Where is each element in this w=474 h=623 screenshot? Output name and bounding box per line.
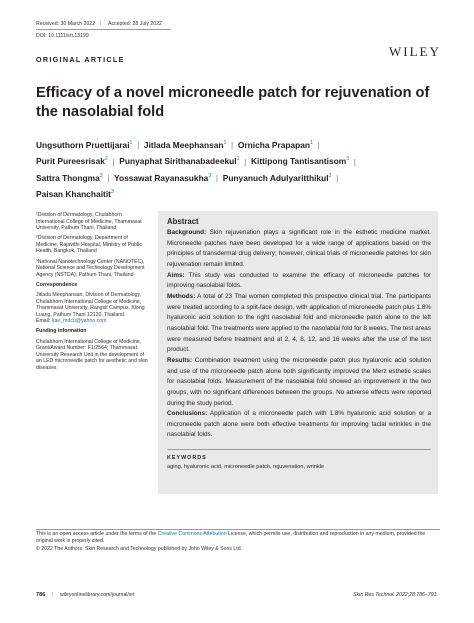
header-rule: [36, 29, 171, 30]
author[interactable]: Yossawat Rayanasukha$^3$: [114, 172, 212, 183]
author[interactable]: Sattra Thongma$^3$: [36, 172, 103, 183]
author-list: Ungsuthorn Pruettijarai$^1$ | Jitlada Meephansan$^1$ | Ornicha Prapapan$^1$ | Purit Pureesrisak$^2$ | Punyaphat Sirithanabadeekul$^1$ | Kittipong Tantisantisom$^3$ | Sattra Thongma$^3$ | Yossawat Rayanasukha$^3$ | Punyanuch Adulyaritthikul$^3$ | Paisan Khanchaitit$^3$: [36, 139, 356, 200]
author[interactable]: Ornicha Prapapan$^1$: [237, 139, 313, 150]
article-title: Efficacy of a novel microneedle patch for rejuvenation of the nasolabial fold: [36, 85, 430, 120]
wiley-logo: WILEY: [389, 44, 441, 59]
abstract-box: [158, 211, 438, 494]
author[interactable]: Paisan Khanchaitit$^3$: [36, 189, 114, 200]
correspondence-heading: Correspondence: [36, 281, 78, 288]
correspondence-text: Jitlada Meephansan, Division of Dermatology, Chulabhorn International College of Medicine, Thammasat University, Rangsit Campus, Klong Luang, Pathum Thani 12120, Thailand. Email: kae_mdcu@yahoo.com: [36, 291, 145, 325]
license-rule: [36, 529, 440, 530]
affiliations-column: [36, 212, 148, 375]
keywords-list: aging, hyaluronic acid, microneedle patch, rejuvenation, wrinkle: [167, 464, 325, 471]
abstract-results: Results: Combination treatment using the microneedle patch plus hyaluronic acid solution and use of the microneedle patch alone both significantly improved the Merz esthetic scales for nasolabial folds. Measurement of the nasolabial fold showed an improvement in the two groups, with no significant differences between the groups. No adverse effects were reported during the study period.: [167, 356, 431, 407]
email-link[interactable]: kae_mdcu@yahoo.com: [51, 318, 107, 325]
page-number: 786: [36, 592, 46, 598]
doi: DOI: 10.1111/srt.13199: [36, 33, 89, 39]
author[interactable]: Jitlada Meephansan$^1$: [143, 139, 227, 150]
funding-heading: Funding information: [36, 328, 87, 335]
article-type: ORIGINAL ARTICLE: [36, 55, 125, 64]
journal-url-link[interactable]: wileyonlinelibrary.com/journal/srt: [60, 592, 135, 598]
affiliation: ³National Nanotechnology Center (NANOTEC), National Science and Technology Development Agency (NSTDA), Pathum Thani, Thailand: [36, 258, 145, 278]
author[interactable]: Punyanuch Adulyaritthikul$^3$: [222, 172, 332, 183]
abstract-conclusions: Conclusions: Application of a microneedle patch with 1.8% hyaluronic acid solution or a microneedle patch alone were both effective treatments for improving facial wrinkles in the nasolabial folds.: [167, 410, 431, 439]
abstract-methods: Methods: A total of 23 Thai women completed this prospective clinical trial. The participants were treated according to a split-face design, with application of microneedle patch plus 1.8% hyaluronic acid solution to the right nasolabial fold and microneedle patch alone to the left nasolabial fold. The treatments were applied to the nasolabial fold for 8 weeks. The test areas were measured before treatment and at 2, 4, 8, 12, and 16 weeks after the use of the test product.: [167, 292, 431, 354]
affiliation: ²Division of Dermatology, Department of Medicine, Rajavithi Hospital, Ministry of Public Health, Bangkok, Thailand: [36, 235, 142, 255]
keywords-rule: [167, 449, 431, 450]
abstract-heading: Abstract: [167, 217, 199, 226]
author[interactable]: Ungsuthorn Pruettijarai$^1$: [36, 139, 133, 150]
license-text: This is an open access article under the terms of the Creative Commons Attribution License, which permits use, distribution and reproduction in any medium, provided the original work is properly cited. © 2022 The Authors. Skin Research and Technology published by John Wiley & Sons Ltd.: [36, 531, 426, 552]
funding-text: Chulabhorn International College of Medicine, Grant/Award Number: F1/2564; Thammasat University Research Unit in the development of an LED microneedle patch for aesthetic and skin diseases: [36, 338, 148, 371]
affiliation: ¹Division of Dermatology, Chulabhorn International College of Medicine, Thammasat University, Pathum Thani, Thailand: [36, 212, 142, 232]
cc-license-link[interactable]: Creative Commons Attribution: [157, 531, 227, 537]
author[interactable]: Punyaphat Sirithanabadeekul$^1$: [119, 156, 240, 167]
accepted-date: Accepted: 28 July 2022: [108, 21, 162, 27]
author[interactable]: Kittipong Tantisantisom$^3$: [250, 156, 350, 167]
received-date: Received: 30 March 2022: [36, 21, 96, 27]
journal-citation: Skin Res Technol. 2022;28:786–791.: [353, 592, 438, 598]
abstract-body: [167, 228, 431, 441]
author[interactable]: Purit Pureesrisak$^2$: [36, 156, 108, 167]
abstract-aims: Aims: This study was conducted to examine the efficacy of microneedle patches for improving nasolabial folds.: [167, 271, 431, 290]
copyright: © 2022 The Authors. Skin Research and Technology published by John Wiley & Sons Ltd.: [36, 545, 243, 552]
keywords-heading: KEYWORDS: [167, 455, 207, 462]
abstract-background: Background: Skin rejuvenation plays a significant role in the esthetic medicine market. Microneedle patches have been developed for a wide range of applications based on the principles of transdermal drug delivery; however, clinical trials of microneedle patches for skin rejuvenation remain limited.: [167, 229, 432, 268]
footer-separator: |: [52, 592, 54, 598]
header-separator: |: [100, 21, 102, 27]
